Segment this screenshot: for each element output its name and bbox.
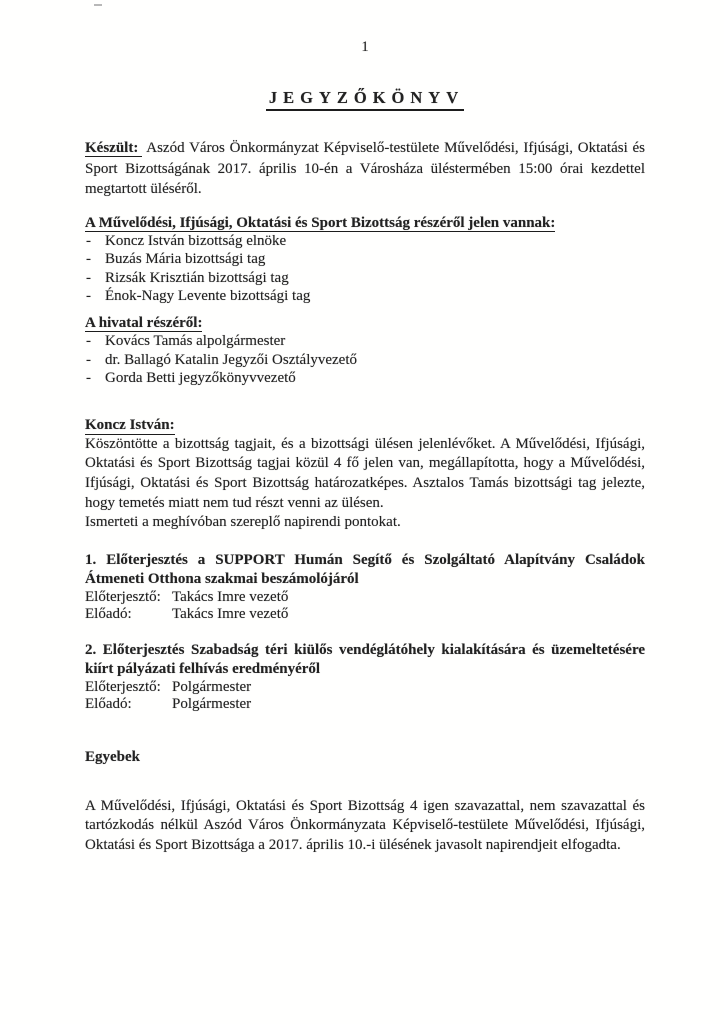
document-title: JEGYZŐKÖNYV (266, 87, 464, 111)
dash-bullet: - (86, 251, 91, 268)
speech-paragraph-2: Ismerteti a meghívóban szereplő napirendi pontokat. (85, 514, 401, 531)
attendee-name: Énok-Nagy Levente bizottsági tag (105, 288, 311, 305)
attendee-name: Buzás Mária bizottsági tag (105, 251, 266, 268)
title-row (85, 87, 645, 111)
office-member-name: Kovács Tamás alpolgármester (105, 333, 286, 350)
office-item (85, 332, 645, 350)
speaker-value: Takács Imre vezető (172, 606, 289, 623)
intro-text: Aszód Város Önkormányzat Képviselő-testülete Művelődési, Ifjúsági, Oktatási és Sport Bizottságának 2017. április 10-én a Városháza üléstermében 15:00 órai kezdettel megtartott üléséről. (85, 140, 645, 197)
other-section-heading: Egyebek (85, 748, 141, 765)
intro-label: Készült: (85, 140, 142, 157)
dash-bullet: - (86, 351, 91, 368)
attendee-item (85, 269, 645, 287)
dash-bullet: - (86, 288, 91, 305)
dash-bullet: - (86, 369, 91, 386)
agenda-item-1-presenter-row (85, 589, 645, 607)
speaker-label: Előadó: (85, 606, 132, 623)
agenda-item-1-title: 1. Előterjesztés a SUPPORT Humán Segítő és Szolgáltató Alapítvány Családok Átmeneti Otthona szakmai beszámolójáról (85, 551, 645, 587)
dash-bullet: - (86, 233, 91, 249)
office-heading-text: A hivatal részéről: (85, 314, 203, 331)
presenter-label: Előterjesztő: (85, 588, 161, 605)
attendee-item (85, 232, 645, 250)
scan-artifact (94, 4, 102, 6)
attendees-heading (85, 215, 645, 233)
attendees-list (85, 232, 645, 306)
closing-paragraph: A Művelődési, Ifjúsági, Oktatási és Sport Bizottság 4 igen szavazattal, nem szavazattal és tartózkodás nélkül Aszód Város Önkormányzata Képviselő-testülete Művelődési, Ifjúsági, Oktatási és Sport Bizottsága a 2017. április 10.-i ülésének javasolt napirendjeit elfogadta. (85, 797, 645, 853)
agenda-item-2-presenter-row (85, 679, 645, 697)
office-member-name: dr. Ballagó Katalin Jegyzői Osztályvezető (105, 351, 358, 368)
speaker-name: Koncz István: (85, 417, 175, 434)
dash-bullet: - (86, 333, 91, 350)
attendee-item (85, 287, 645, 305)
page-number: 1 (361, 39, 369, 55)
agenda-item-1-speaker-row (85, 606, 645, 624)
speaker-value: Polgármester (172, 696, 252, 713)
agenda-item-2-speaker-row (85, 696, 645, 714)
agenda-item-2-title: 2. Előterjesztés Szabadság téri kiülős vendéglátóhely kialakítására és üzemeltetésére kiírt pályázati felhívás eredményéről (85, 641, 645, 677)
attendee-item (85, 250, 645, 268)
attendees-heading-text: A Művelődési, Ifjúsági, Oktatási és Sport Bizottság részéről jelen vannak: (85, 214, 556, 231)
office-item (85, 351, 645, 369)
office-item (85, 369, 645, 387)
speaker-label: Előadó: (85, 696, 132, 713)
office-list (85, 332, 645, 387)
presenter-label: Előterjesztő: (85, 678, 161, 695)
dash-bullet: - (86, 269, 91, 286)
attendee-name: Rizsák Krisztián bizottsági tag (105, 269, 289, 286)
presenter-value: Takács Imre vezető (172, 588, 289, 605)
office-member-name: Gorda Betti jegyzőkönyvvezető (105, 369, 296, 386)
speech-paragraph: Köszöntötte a bizottság tagjait, és a bizottsági ülésen jelenlévőket. A Művelődési, Ifjúsági, Oktatási és Sport Bizottság tagjai közül 4 fő jelen van, megállapította, hogy a Művelődési, Ifjúsági, Oktatási és Sport Bizottság határozatképes. Asztalos Tamás bizottsági tag jelezte, hogy temetés miatt nem tud részt venni az ülésen. (85, 435, 645, 511)
attendee-name: Koncz István bizottság elnöke (105, 233, 287, 249)
office-heading (85, 315, 645, 333)
intro-paragraph (85, 138, 645, 200)
speaker-heading (85, 417, 645, 435)
presenter-value: Polgármester (172, 678, 252, 695)
